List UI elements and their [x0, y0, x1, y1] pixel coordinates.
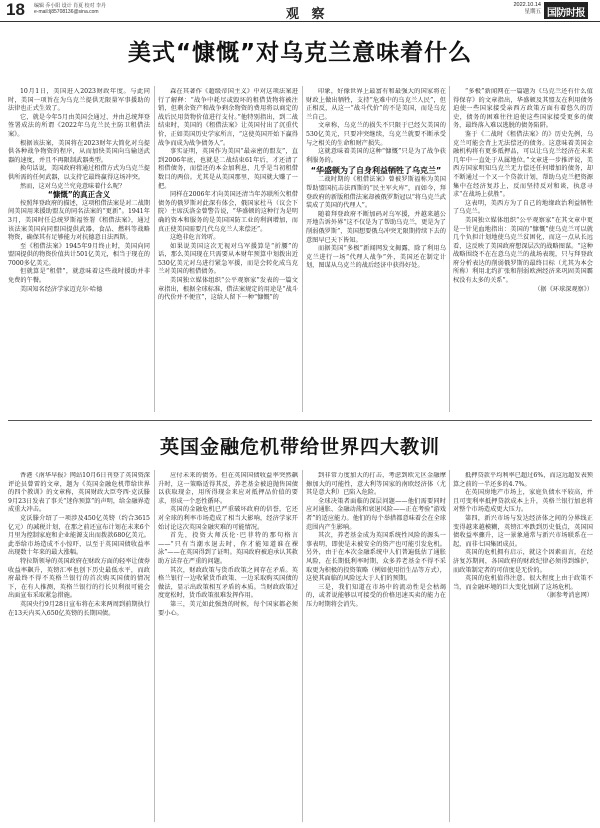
paragraph: 但就算是“租借”，就意味着这些战时援助并非免费的午餐。 [8, 268, 150, 285]
article1-headline: 美式“慷慨”对乌克兰意味着什么 [127, 40, 473, 66]
article1-col1-paragraphs [8, 88, 150, 191]
page-header [0, 0, 600, 22]
article2-source: （据参考消息网） [543, 592, 593, 600]
paragraph: 其次，养老基金成为英国系统性风险的源头一事表明，即使是未被安全的资产也可能引发危机。另外，由于在本次金融系统中人们普遍低估了通胀风险，在长期低利率时期，众多养老基金不得不采取更为积极的投资策略（例如使用衍生品等方式），这使其面临的风险远大于人们的预期。 [306, 532, 446, 583]
paragraph: 至《租借法案》1945年9月终止时，美国向同盟国提供的物资价值共计501亿美元，相当于现在的7000多亿美元。 [8, 242, 150, 267]
paragraph: 美国独立媒体组织“公平观察家”在其文章中更是一针见血地指出：美国的“慷慨”使乌克兰可以就几个负担计划地使乌克兰贫困化，而这一点从长远看，这反映了美国政府想深层次的战略图谋。“这种战略围绕不在在意乌克兰的战场表现，只与拜登政府分析表达的削弱俄罗斯的最终目标（尤其为本会所称）利用北约扩张和削弱欧洲经济来巩固美国霸权没有太多的关系”。 [453, 216, 593, 285]
column-divider [302, 470, 303, 822]
paragraph: 英国的危机拥有启示，就这个因素而言，在经济复苏期间，各国政府的财政纪律必须得到维护，而政策制定者的可信度是无价的。 [453, 549, 593, 574]
paragraph: 如果说美国这次无视对乌军援算是“折腰”的话，那么美国现在只需要从本财年预算中划拨出近530亿美元对乌进行紧急军援，而是会转化成乌克兰对美国的租借债务。 [158, 242, 298, 276]
paragraph: 全球决策者面临的深层问题——他们需要同时应对通胀、金融动荡和衰退风险——正在考验“游戏者”的适应能力。他们的每个举措都意味着会在全球范围内产生影响。 [306, 497, 446, 531]
paragraph: 随着拜登政府不断加码对乌军援，并越来越公开地告诉外界“这不仅是为了帮助乌克兰，更是为了削弱俄罗斯”，美国想要俄乌冲突无限期持续下去的意图早已天下皆知。 [306, 210, 446, 244]
issue-date [503, 2, 541, 16]
newspaper-logo: 国防时报 [544, 2, 588, 19]
paragraph: 在英国房地产市场上，家庭负债水平较高，并且可变利率抵押贷款成本上升，英格兰银行加息将对整个市场造成更大压力。 [453, 489, 593, 514]
paragraph: 根据该法案，美国将在2023财年大简化对乌提供各种战争物资的程序，从而加快美国向乌输送武器的速度，并且不再限制武器类型。 [8, 139, 150, 164]
paragraph: 鉴于《二战时《租借法案》的》历史先例，乌克兰可能会背上无法偿还的债务。这意味着美国金融机构将有更多抵押品，可以让乌克兰经济在未来几年中一直处于从属地位。”文章进一步推评说，美西方国家明知乌克兰无力偿还任何增加的债务，却不断通过一个又一个贷款计划，帮助乌克兰把资源集中在经济复苏上，反而坚持反对和谈，执意寻求“在战场上获胜”。 [453, 130, 593, 199]
paragraph: 事实证明，英国作为美国“最亲密的盟友”，直到2006年底，也就是二战结束61年后，才还清了租借债务，而偿还的本金加利息，几乎是当初租借数目的两倍。尤其是从美国那里，英国就大赚了一把。 [158, 148, 298, 190]
date-text: 2022.10.14 [513, 2, 541, 8]
paragraph: 它，就是今年5月由美国会通过、并由总统拜登签署成法的所谓《2022年乌克兰民主防卫租借法案》。 [8, 113, 150, 138]
paragraph: 然而，这对乌克兰究竟意味着什么呢？ [20, 182, 126, 190]
paragraph: 森在其著作《超级帝国主义》中对这项法案进行了解释：“战争中耗尽或毁坏的租借货物将被注销，但剩余资产和战争剩余物资的费用将以商定的战后民用货物价值进行支付。”他特别指出，到二战结束时，美国的《租借法案》让英国付出了沉重代价，正如美国历史学家所言，“这使英国开始下赢得战争而成为战争债务人”。 [158, 88, 298, 147]
paragraph: 印象，好像世界上最富有和最强大的国家将在财政上做出牺牲，支持“危难中的乌克兰人民”，但正相反，从这一“战斗代价”的不是美国，而是乌克兰自己。 [306, 88, 446, 121]
column-divider [154, 86, 155, 412]
editor-credits [34, 3, 106, 15]
article2-headline: 英国金融危机带给世界四大教训 [159, 436, 440, 458]
paragraph: 换句话说，美国政府将通过租借方式为乌克兰提供所需的任何武器，以支持它最终赢得这场冲突。 [8, 165, 150, 181]
paragraph: 应付未来的债务。但在英国国债收益率突然飙升时，这一策略适得其反，养老基金被迫抛售国债以获取现金，用所得现金来应对抵押品价值的要求，形成一个恶性循环。 [158, 472, 298, 505]
article1-col3-paragraphs [306, 88, 446, 165]
section-title: 观 察 [286, 7, 329, 22]
paragraph: 而据美国“多极”新闻网发文揭露，除了利用乌克兰进行一场“代理人战争”外，美国还在制定计划，图谋从乌克兰的战后经济中获得好处。 [306, 245, 446, 270]
column-divider [154, 470, 155, 822]
paragraph: 美国知名经济学家迈克尔·哈德 [20, 285, 103, 293]
paragraph: 文章称，乌克兰的损失不只限于已经欠美国的530亿美元，只要冲突继续，乌克兰就要不断承受与之相关的生命和财产损失。 [306, 122, 446, 147]
column-divider [449, 86, 450, 412]
paragraph: 克沃滕介绍了一项涉及450亿英镑（约合3615亿元）的减税计划，在那之前还宣布计划在未来6个月里为控制家庭和企业能源支出而拨款680亿美元。此举给市场造成不小惊吓，以至于英国国债收益率出现数十年来的最大涨幅。 [8, 514, 150, 557]
article1-col4-paragraphs [453, 88, 593, 286]
paragraph: 按照拜登政府的描述，这项租借法案是对二战期间美国用来援助盟友的同名法案的“更新”。1941年3月，美国时任总统罗斯福签署《租借法案》，通过该法案美国向同盟国提供武器、食品、燃料等战略物资，确保其有足够能力对抗德意日法西斯。 [8, 199, 150, 242]
paragraph: 抵押贷款平均利率已超过6%，而这远超发表预算之前的一半还多的4.7%。 [453, 472, 593, 488]
paragraph: 特拉斯领导的英国政府在财政方面的轻率让债券收益率飙升，英镑汇率也创下历史最低水平，而政府最终不得不英格兰银行的首次购买国债的情况下，在有人推测，英格兰银行的行长贝利很可能会出面宣布采取紧急措施。 [8, 557, 150, 600]
article-separator [8, 420, 592, 421]
article1-column-4 [453, 88, 593, 414]
paragraph: 其次，财政政策与货币政策之间存在矛盾。英格兰银行一边收紧货币政策、一边采取购买国债的做法，显示出政策相互矛盾的本质。当财政政策过度宽松时，货币政策很难发挥作用。 [158, 566, 298, 600]
email-line: e-mail:lj85708136@sina.com [34, 9, 99, 15]
article2-column-2 [158, 472, 298, 824]
weekday-text: 星期五 [524, 9, 541, 15]
article2-col4-paragraphs [453, 472, 593, 592]
paragraph: 这表明，美西方为了自己的地缘政治利益牺牲了乌克兰。 [453, 199, 593, 216]
paragraph: 香港《南华早报》网站10月6日刊登了英国资深评论员曾雷的文章，题为《英国金融危机带给世界的四个教训》的文章称，英国财政大臣夸西·克沃滕9月23日发表了事关“迷你预算”的声明，给金融界造成重大冲击。 [8, 472, 150, 514]
paragraph: 到非常力度加大的打击，考虑到欧元区金融摩擦加大的可能性，意大利等国家的南欧经济体（尤其是意大利）已陷入危险。 [306, 472, 446, 497]
paragraph: 英国的金融危机已严重破坏政府的信誉，它还对全球的利率市场造成了相当大影响，经济学家开始讨论这次英国金融灾难的可能情况。 [158, 506, 298, 531]
article2-column-3 [306, 472, 446, 824]
article2-column-4 [453, 472, 593, 824]
article1-callout: “华盛顿为了自身利益牺牲了乌克兰” [310, 166, 442, 176]
paragraph: “多极”新闻网在一篇题为《乌克兰还有什么值得保存》的文章指出，华盛顿及其盟友在利用债务迫使一些国家接受亲西方政策方面有着悠久的历史，债务的困难往往迫使这些国家接受更多的债务，最终落入难以逃脱的债务陷阱。 [453, 88, 593, 130]
paragraph: 美国独立媒体组织“公平观察家”发表的一篇文章指出，根据全球标准，借法案规定的用途是“战斗的代价并不便宜”，这给人留下一种“慷慨”的 [158, 277, 298, 302]
paragraph: 首先，投资大师沃伦·巴菲特的那句格言——“只有当潮水退去时，你才能知道谁在裸泳”——在英国得到了证明。英国政府被迫承认其救助方法存在严重的问题。 [158, 532, 298, 565]
paragraph: 英国央行9月28日宣布将在未来两周到前期执行在13天内买入650亿英镑的长期国债。 [8, 600, 150, 617]
article1-subheading: “慷慨”的真正含义 [47, 190, 111, 200]
paragraph: 三是，我们知道在市场中的流动性是会枯竭的，或者说能够以可接受的价格迅速买卖的能力在压力时期将会消失。 [306, 583, 446, 608]
article2-column-1 [8, 472, 150, 824]
paragraph: 这就意味着美国的这种“慷慨”只是为了战争获利服务的。 [306, 148, 446, 164]
paragraph: 第三，美元如此强劲的时候，每个国家都必须要小心。 [158, 600, 298, 617]
paragraph: 这绝非危言耸听。 [170, 234, 220, 242]
article1-column-2 [158, 88, 298, 414]
column-divider [449, 470, 450, 822]
article1-source: （据《环球深观察》） [534, 285, 593, 293]
paragraph: 10月1日，美国进入2023财政年度。与此同时，美国一项旨在为乌克兰提供无限量军事援助的法律也正式生效了。 [8, 88, 150, 113]
article2-col3-paragraphs [306, 472, 446, 610]
page-number: 18 [6, 0, 25, 19]
editor-line: 编辑 乔小阳 设计 肖夏 校对 李丹 [34, 3, 106, 9]
column-divider [302, 86, 303, 412]
paragraph: 英国的危机值得注意。很大程度上由于政策不当，而金融环境的巨大变化加剧了这场危机。 [453, 575, 593, 591]
article2-col1-paragraphs [8, 472, 150, 618]
article1-col2-paragraphs [158, 88, 298, 303]
article2-col2-paragraphs [158, 472, 298, 618]
paragraph: 第四，新兴市场与发达经济体之间的分界线正变得越来越模糊，英镑汇率跌到历史低点，英国国债收益率骤升，这一景象通常与新兴市场联系在一起，而非七国集团成员。 [453, 514, 593, 548]
article1-column-1 [8, 88, 150, 414]
paragraph: 同样在2006年才向美国还清当年苏联所欠租借债务的俄罗斯对此深有体会，俄国家杜马（议会下院）主席沃洛金曾警告说，“华盛顿的这种行为是明确的资本和服务的是美国国防工业的利润增加，而真正使美国需要几代乌克兰人来偿还”。 [158, 191, 298, 233]
paragraph: 二战时期的《租借法案》曾被罗斯福称为美国帮助盟国抗击法西斯的“民主军火库”，而如今，拜登政府的新版租借法案却被俄罗斯冠以“将乌克兰武装成了美国的代理人”。 [306, 176, 446, 210]
article1-column-3 [306, 88, 446, 414]
article1-col3b-paragraphs [306, 176, 446, 271]
article1-col1b-paragraphs [8, 200, 150, 295]
